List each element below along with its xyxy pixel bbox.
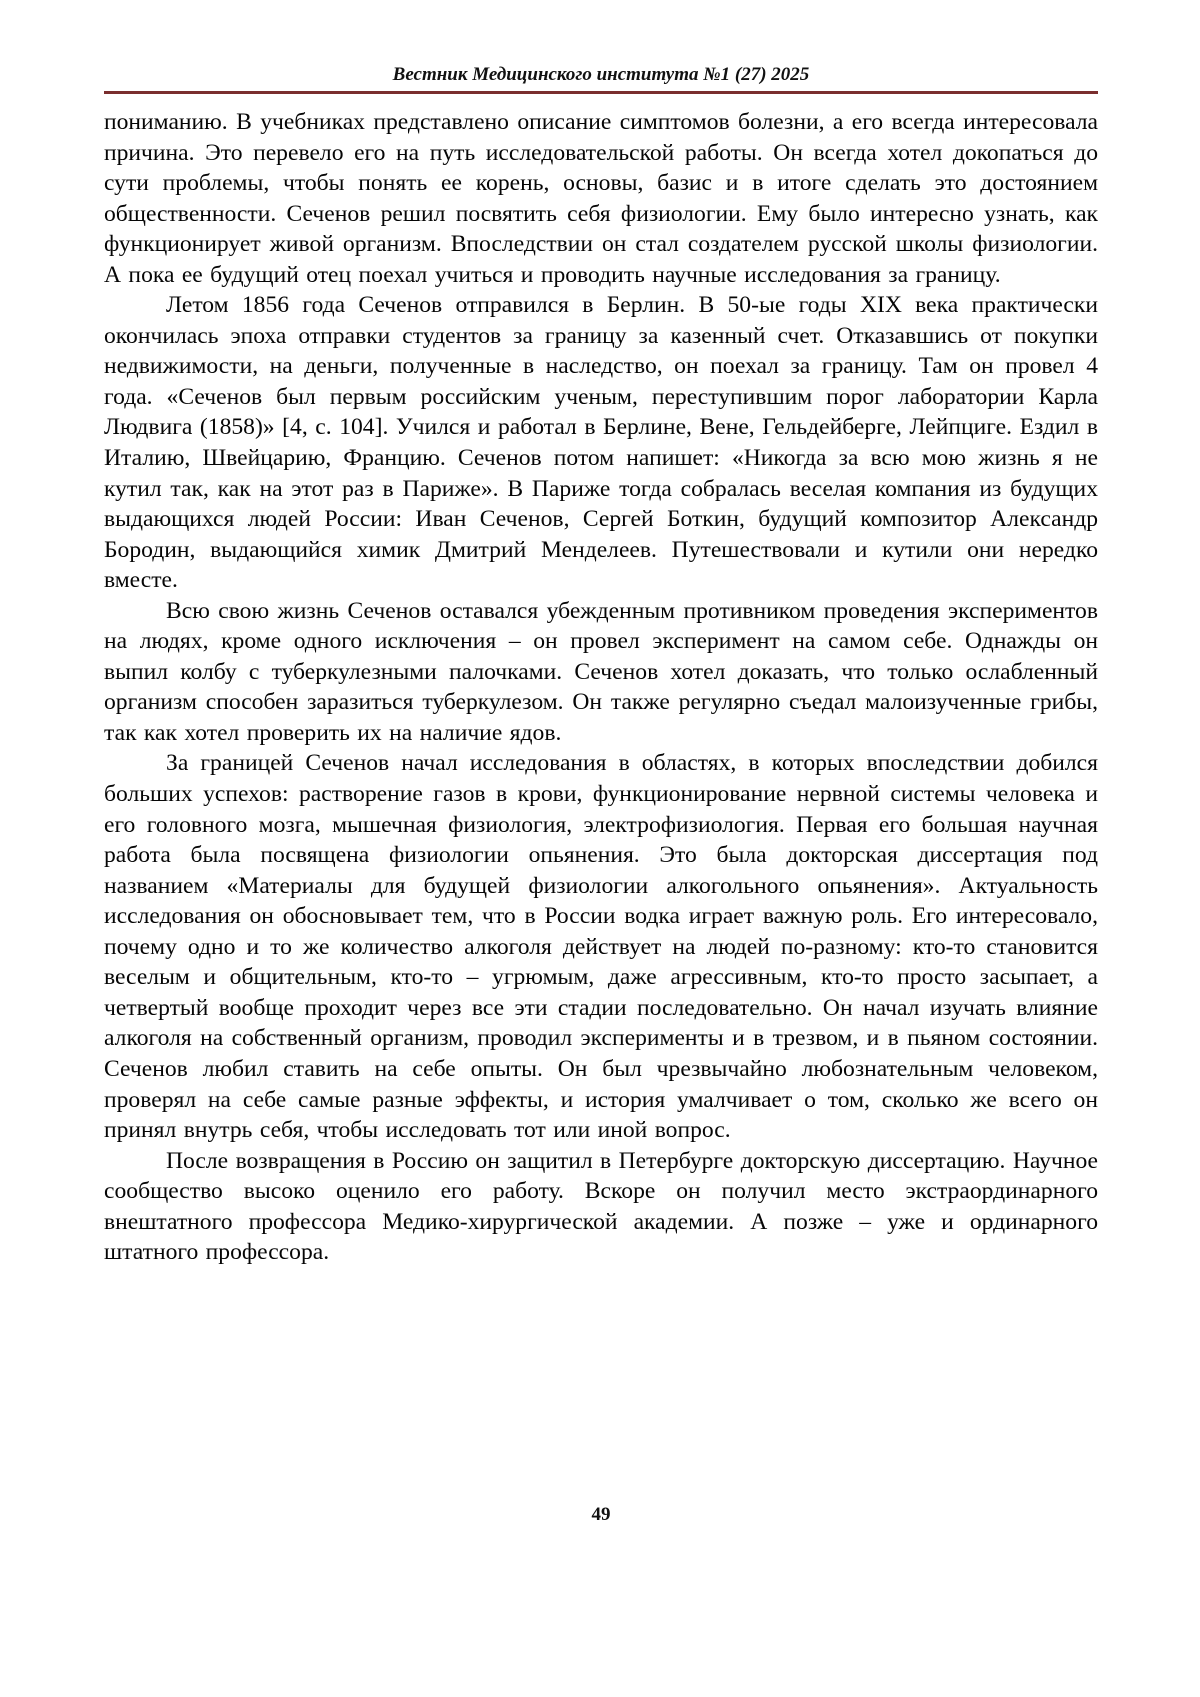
article-body [104,107,1098,1268]
paragraph: Летом 1856 года Сеченов отправился в Берлин. В 50-ые годы XIX века практически окончилась эпоха отправки студентов за границу за казенный счет. Отказавшись от покупки недвижимости, на деньги, полученные в наследство, он поехал за границу. Там он провел 4 года. «Сеченов был первым российским ученым, переступившим порог лаборатории Карла Людвига (1858)» [4, с. 104]. Учился и работал в Берлине, Вене, Гельдейберге, Лейпциге. Ездил в Италию, Швейцарию, Францию. Сеченов потом напишет: «Никогда за всю мою жизнь я не кутил так, как на этот раз в Париже». В Париже тогда собралась веселая компания из будущих выдающихся людей России: Иван Сеченов, Сергей Боткин, будущий композитор Александр Бородин, выдающийся химик Дмитрий Менделеев. Путешествовали и кутили они нередко вместе. [104,292,1098,594]
page-number: 49 [591,1504,611,1525]
page-header [104,64,1098,94]
paragraph: За границей Сеченов начал исследования в областях, в которых впоследствии добился больших успехов: растворение газов в крови, функционирование нервной системы человека и его головного мозга, мышечная физиология, электрофизиология. Первая его большая научная работа была посвящена физиологии опьянения. Это была докторская диссертация под названием «Материалы для будущей физиологии алкогольного опьянения». Актуальность исследования он обосновывает тем, что в России водка играет важную роль. Его интересовало, почему одно и то же количество алкоголя действует на людей по-разному: кто-то становится веселым и общительным, кто-то – угрюмым, даже агрессивным, кто-то просто засыпает, а четвертый вообще проходит через все эти стадии последовательно. Он начал изучать влияние алкоголя на собственный организм, проводил эксперименты и в трезвом, и в пьяном состоянии. Сеченов любил ставить на себе опыты. Он был чрезвычайно любознательным человеком, проверял на себе самые разные эффекты, и история умалчивает о том, сколько же всего он принял внутрь себя, чтобы исследовать тот или иной вопрос. [104,750,1098,1144]
page-footer [104,1504,1098,1526]
paragraph: пониманию. В учебниках представлено описание симптомов болезни, а его всегда интересовала причина. Это перевело его на путь исследовательской работы. Он всегда хотел докопаться до сути проблемы, чтобы понять ее корень, основы, базис и в итоге сделать это достоянием общественности. Сеченов решил посвятить себя физиологии. Ему было интересно узнать, как функционирует живой организм. Впоследствии он стал создателем русской школы физиологии. А пока ее будущий отец поехал учиться и проводить научные исследования за границу. [104,109,1098,288]
paragraph: После возвращения в Россию он защитил в Петербурге докторскую диссертацию. Научное сообщество высоко оценило его работу. Вскоре он получил место экстраординарного внештатного профессора Медико-хирургической академии. А позже – уже и ординарного штатного профессора. [104,1147,1098,1266]
journal-title: Вестник Медицинского института №1 (27) 2025 [392,64,810,85]
header-rule [104,91,1098,94]
paragraph: Всю свою жизнь Сеченов оставался убежденным противником проведения экспериментов на людях, кроме одного исключения – он провел эксперимент на самом себе. Однажды он выпил колбу с туберкулезными палочками. Сеченов хотел доказать, что только ослабленный организм способен заразиться туберкулезом. Он также регулярно съедал малоизученные грибы, так как хотел проверить их на наличие ядов. [104,597,1098,746]
